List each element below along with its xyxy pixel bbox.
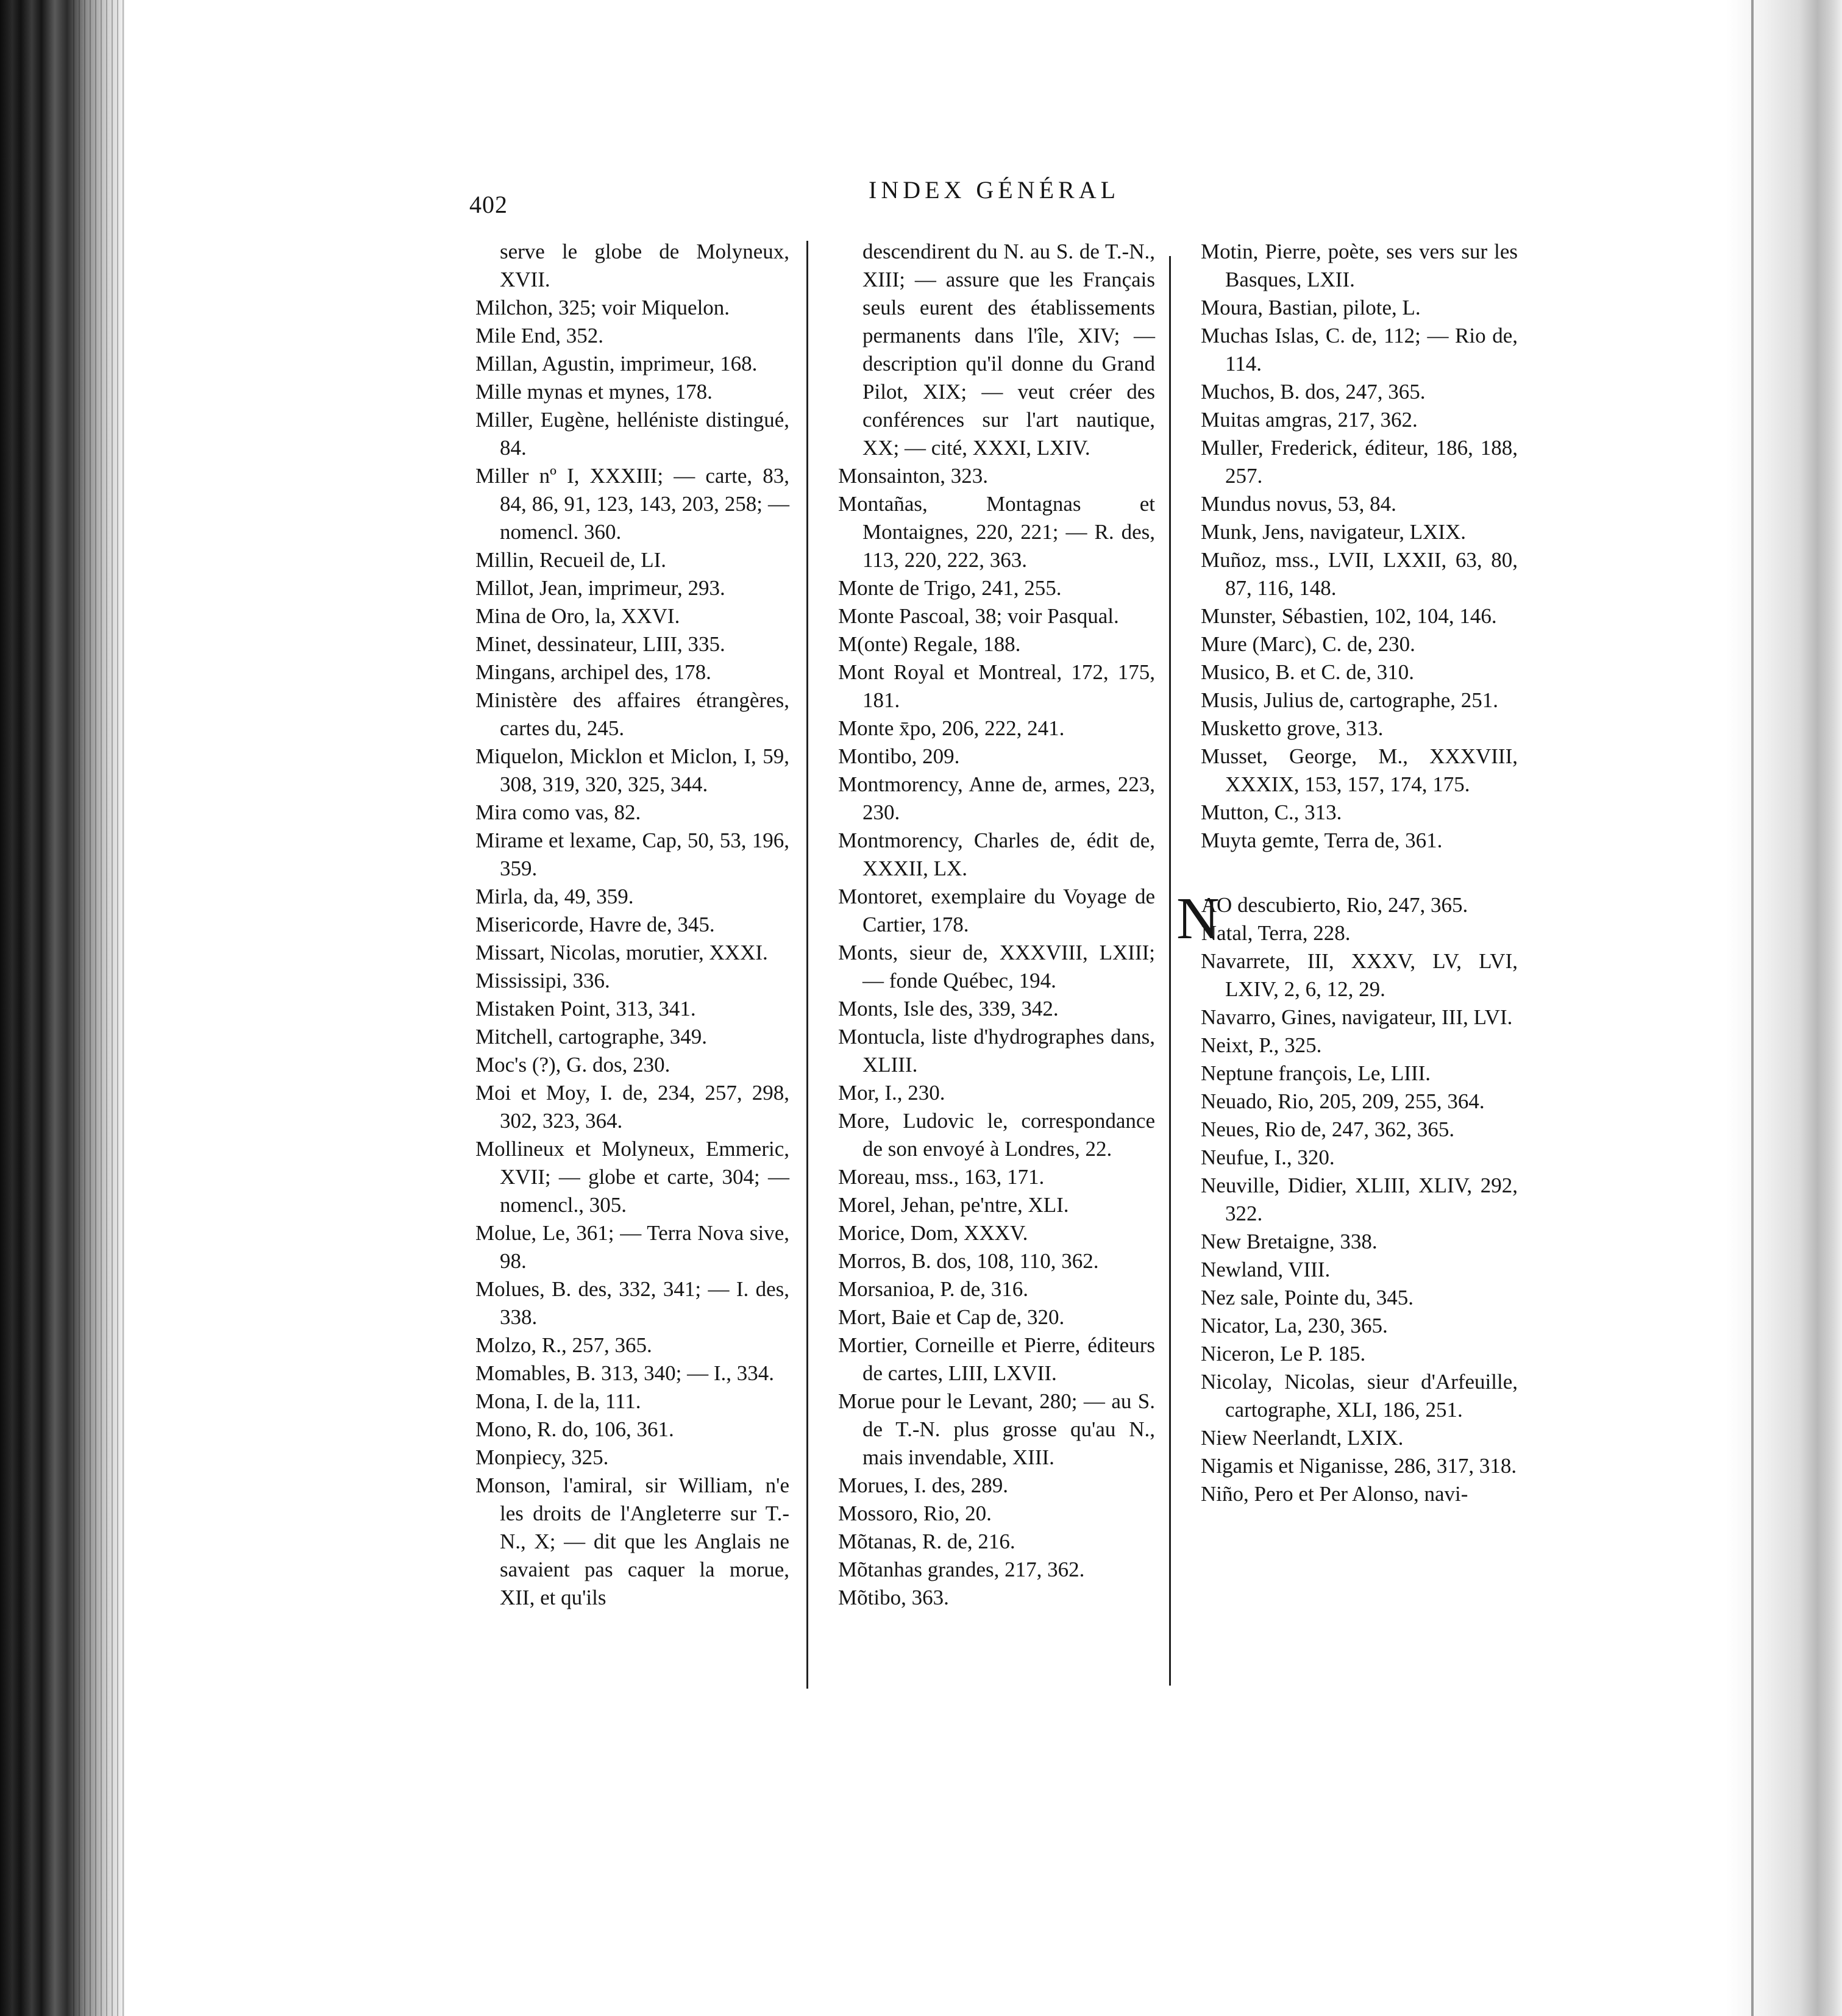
index-entry: Mirla, da, 49, 359. bbox=[475, 885, 634, 908]
index-entry: Ministère des affaires étrangères, cartes du, 245. bbox=[475, 688, 789, 740]
index-entry: Mono, R. do, 106, 361. bbox=[475, 1417, 674, 1441]
index-entry: Musset, George, M., XXXVIII, XXXIX, 153, 157, 174, 175. bbox=[1201, 744, 1518, 796]
index-entry: Morice, Dom, XXXV. bbox=[838, 1221, 1028, 1245]
index-entry: Neufue, I., 320. bbox=[1201, 1145, 1335, 1169]
index-entry: Mõtibo, 363. bbox=[838, 1586, 949, 1609]
index-entry: Monts, Isle des, 339, 342. bbox=[838, 997, 1059, 1020]
index-entry: Mor, I., 230. bbox=[838, 1081, 945, 1105]
index-entry: Newland, VIII. bbox=[1201, 1258, 1331, 1281]
index-entry: Miller nº I, XXXIII; — carte, 83, 84, 86, 91, 123, 143, 203, 258; — nomencl. 360. bbox=[475, 464, 789, 544]
index-entry: Mitchell, cartographe, 349. bbox=[475, 1025, 708, 1049]
index-entry: Millan, Agustin, imprimeur, 168. bbox=[475, 352, 758, 376]
index-entry: Missart, Nicolas, morutier, XXXI. bbox=[475, 941, 768, 964]
index-entry: More, Ludovic le, correspondance de son envoyé à Londres, 22. bbox=[838, 1109, 1155, 1161]
index-entry: Niew Neerlandt, LXIX. bbox=[1201, 1426, 1404, 1450]
index-entry: Momables, B. 313, 340; — I., 334. bbox=[475, 1361, 774, 1385]
index-entry: Mona, I. de la, 111. bbox=[475, 1389, 641, 1413]
index-entry: Mortier, Corneille et Pierre, éditeurs de cartes, LIII, LXVII. bbox=[838, 1333, 1155, 1385]
index-entry: Mossoro, Rio, 20. bbox=[838, 1501, 992, 1525]
index-column-2 bbox=[838, 238, 1155, 1612]
index-entry: Mundus novus, 53, 84. bbox=[1201, 492, 1396, 516]
index-entry: Neues, Rio de, 247, 362, 365. bbox=[1201, 1117, 1455, 1141]
index-entry: Montañas, Montagnas et Montaignes, 220, 221; — R. des, 113, 220, 222, 363. bbox=[838, 492, 1155, 572]
index-entry: Mõtanas, R. de, 216. bbox=[838, 1530, 1015, 1553]
index-entry: descendirent du N. au S. de T.-N., XIII; — assure que les Français seuls eurent des établissements permanents dans l'île, XIV; — description qu'il donne du Grand Pilot, XIX; — veut créer des conférences sur l'art nautique, XX; — cité, XXXI, LXIV. bbox=[862, 240, 1155, 460]
index-entry: Montucla, liste d'hydrographes dans, XLIII. bbox=[838, 1025, 1155, 1077]
index-entry: Munk, Jens, navigateur, LXIX. bbox=[1201, 520, 1467, 544]
index-entry: Neuado, Rio, 205, 209, 255, 364. bbox=[1201, 1089, 1485, 1113]
column-divider bbox=[1169, 256, 1171, 1686]
index-entry: Mollineux et Molyneux, Emmeric, XVII; — globe et carte, 304; — nomencl., 305. bbox=[475, 1137, 789, 1217]
index-entry: Neuville, Didier, XLIII, XLIV, 292, 322. bbox=[1201, 1174, 1518, 1225]
index-entry: Mira como vas, 82. bbox=[475, 800, 641, 824]
index-entry: Misericorde, Havre de, 345. bbox=[475, 913, 715, 936]
index-entry: Muyta gemte, Terra de, 361. bbox=[1201, 828, 1443, 852]
running-title: INDEX GÉNÉRAL bbox=[869, 176, 1120, 204]
column-divider bbox=[806, 241, 808, 1689]
index-entry: Montmorency, Charles de, édit de, XXXII, LX. bbox=[838, 828, 1155, 880]
index-entry: Musketto grove, 313. bbox=[1201, 716, 1384, 740]
index-entry: Montibo, 209. bbox=[838, 744, 960, 768]
index-entry: Mississipi, 336. bbox=[475, 969, 610, 992]
index-entry-text: AO descubierto, Rio, 247, 365. bbox=[1201, 893, 1468, 917]
index-entry: Muñoz, mss., LVII, LXXII, 63, 80, 87, 116, 148. bbox=[1201, 548, 1518, 600]
index-entry: Nigamis et Niganisse, 286, 317, 318. bbox=[1201, 1454, 1517, 1478]
index-entry: Mistaken Point, 313, 341. bbox=[475, 997, 696, 1020]
index-entry: Montmorency, Anne de, armes, 223, 230. bbox=[838, 772, 1155, 824]
index-entry: Moi et Moy, I. de, 234, 257, 298, 302, 323, 364. bbox=[475, 1081, 789, 1133]
index-entry: Mure (Marc), C. de, 230. bbox=[1201, 632, 1415, 656]
section-n-entries bbox=[1201, 919, 1518, 1508]
index-entry: Motin, Pierre, poète, ses vers sur les Basques, LXII. bbox=[1201, 240, 1518, 291]
index-entry: Monson, l'amiral, sir William, n'e les droits de l'Angleterre sur T.-N., X; — dit que les Anglais ne savaient pas caquer la morue, XII, et qu'ils bbox=[475, 1473, 789, 1609]
index-entry: Monte Pascoal, 38; voir Pasqual. bbox=[838, 604, 1119, 628]
index-entry: Mont Royal et Montreal, 172, 175, 181. bbox=[838, 660, 1155, 712]
index-entry: Muchos, B. dos, 247, 365. bbox=[1201, 380, 1426, 404]
index-entry: M(onte) Regale, 188. bbox=[838, 632, 1021, 656]
index-entry: Monts, sieur de, XXXVIII, LXIII; — fonde Québec, 194. bbox=[838, 941, 1155, 992]
page-edges bbox=[73, 0, 125, 2016]
index-entry: Morsanioa, P. de, 316. bbox=[838, 1277, 1029, 1301]
index-entry: Morros, B. dos, 108, 110, 362. bbox=[838, 1249, 1099, 1273]
right-page-edge bbox=[1726, 0, 1842, 2016]
index-entry: Munster, Sébastien, 102, 104, 146. bbox=[1201, 604, 1497, 628]
index-entry: Mutton, C., 313. bbox=[1201, 800, 1342, 824]
index-entry: Mort, Baie et Cap de, 320. bbox=[838, 1305, 1065, 1329]
index-entry: Navarrete, III, XXXV, LV, LVI, LXIV, 2, 6, 12, 29. bbox=[1201, 949, 1518, 1001]
index-entry: Morues, I. des, 289. bbox=[838, 1473, 1008, 1497]
index-entry: Mile End, 352. bbox=[475, 324, 603, 347]
index-entry: Musico, B. et C. de, 310. bbox=[1201, 660, 1414, 684]
index-entry: Mirame et lexame, Cap, 50, 53, 196, 359. bbox=[475, 828, 789, 880]
index-entry: Molue, Le, 361; — Terra Nova sive, 98. bbox=[475, 1221, 789, 1273]
right-edge-line bbox=[1751, 0, 1754, 2016]
section-m-entries bbox=[1201, 238, 1518, 855]
index-entry: Montoret, exemplaire du Voyage de Cartier, 178. bbox=[838, 885, 1155, 936]
drop-capital: N bbox=[1176, 886, 1220, 952]
index-entry: Nicator, La, 230, 365. bbox=[1201, 1314, 1388, 1337]
index-entry: Monte de Trigo, 241, 255. bbox=[838, 576, 1062, 600]
index-entry: Miquelon, Micklon et Miclon, I, 59, 308, 319, 320, 325, 344. bbox=[475, 744, 789, 796]
index-entry: Minet, dessinateur, LIII, 335. bbox=[475, 632, 725, 656]
index-entry: Nicolay, Nicolas, sieur d'Arfeuille, cartographe, XLI, 186, 251. bbox=[1201, 1370, 1518, 1422]
index-entry: serve le globe de Molyneux, XVII. bbox=[500, 240, 789, 291]
index-entry: Niño, Pero et Per Alonso, navi- bbox=[1201, 1482, 1468, 1506]
index-entry: Monpiecy, 325. bbox=[475, 1445, 609, 1469]
index-entry: Monsainton, 323. bbox=[838, 464, 988, 488]
index-entry: Muchas Islas, C. de, 112; — Rio de, 114. bbox=[1201, 324, 1518, 376]
index-entry: Nez sale, Pointe du, 345. bbox=[1201, 1286, 1414, 1309]
section-gap bbox=[1201, 855, 1518, 891]
index-column-3 bbox=[1176, 238, 1518, 1508]
index-entry: Mõtanhas grandes, 217, 362. bbox=[838, 1558, 1085, 1581]
index-entry: Millin, Recueil de, LI. bbox=[475, 548, 666, 572]
index-entry: Molues, B. des, 332, 341; — I. des, 338. bbox=[475, 1277, 789, 1329]
index-entry: Monte x̄po, 206, 222, 241. bbox=[838, 716, 1065, 740]
index-entry: Musis, Julius de, cartographe, 251. bbox=[1201, 688, 1498, 712]
index-entry: Milchon, 325; voir Miquelon. bbox=[475, 296, 730, 319]
index-entry: Natal, Terra, 228. bbox=[1201, 921, 1351, 945]
index-entry: Mingans, archipel des, 178. bbox=[475, 660, 711, 684]
index-entry: Miller, Eugène, helléniste distingué, 84. bbox=[475, 408, 789, 460]
index-entry: Mina de Oro, la, XXVI. bbox=[475, 604, 680, 628]
index-entry: Neixt, P., 325. bbox=[1201, 1033, 1322, 1057]
index-entry: Neptune françois, Le, LIII. bbox=[1201, 1061, 1431, 1085]
index-entry: Moc's (?), G. dos, 230. bbox=[475, 1053, 670, 1077]
index-entry: Niceron, Le P. 185. bbox=[1201, 1342, 1366, 1366]
index-entry: Morue pour le Levant, 280; — au S. de T.-N. plus grosse qu'au N., mais invendable, XIII. bbox=[838, 1389, 1155, 1469]
index-entry: Millot, Jean, imprimeur, 293. bbox=[475, 576, 725, 600]
index-column-1 bbox=[475, 238, 789, 1612]
index-entry: Navarro, Gines, navigateur, III, LVI. bbox=[1201, 1005, 1513, 1029]
index-entry: Moreau, mss., 163, 171. bbox=[838, 1165, 1045, 1189]
page-number: 402 bbox=[469, 191, 508, 218]
index-entry: Muitas amgras, 217, 362. bbox=[1201, 408, 1418, 432]
index-entry: New Bretaigne, 338. bbox=[1201, 1230, 1378, 1253]
index-entry: Muller, Frederick, éditeur, 186, 188, 257. bbox=[1201, 436, 1518, 488]
index-entry: Morel, Jehan, pe'ntre, XLI. bbox=[838, 1193, 1069, 1217]
section-n bbox=[1176, 886, 1518, 1508]
index-entry: Mille mynas et mynes, 178. bbox=[475, 380, 713, 404]
index-entry: Moura, Bastian, pilote, L. bbox=[1201, 296, 1421, 319]
index-entry: Molzo, R., 257, 365. bbox=[475, 1333, 652, 1357]
